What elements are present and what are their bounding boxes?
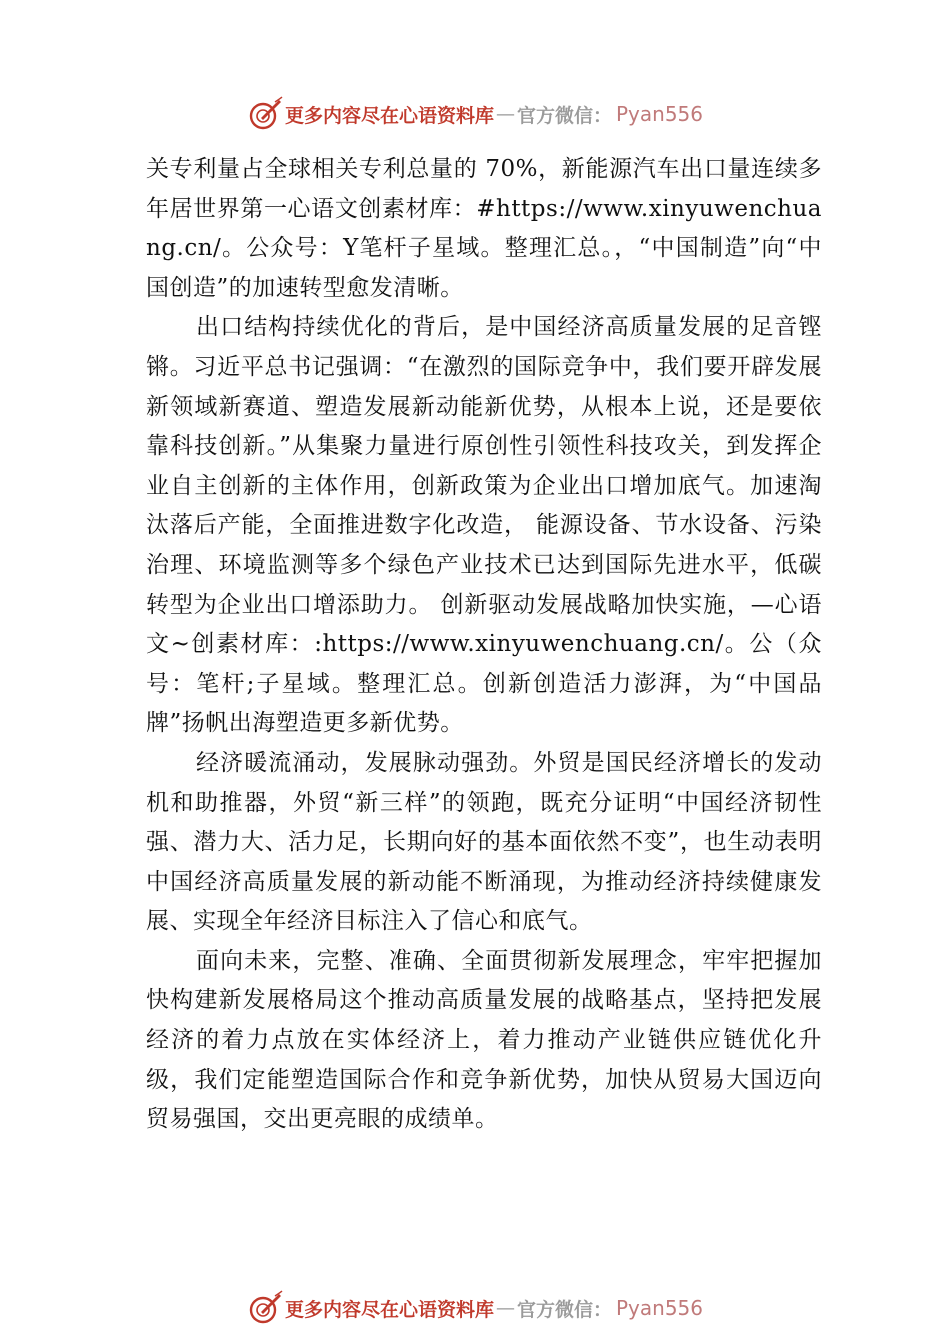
watermark-label: 官方微信： [516, 1298, 612, 1321]
watermark-label: 官方微信： [516, 104, 612, 127]
quill-logo-icon [247, 1290, 283, 1326]
paragraph-4: 面向未来，完整、准确、全面贯彻新发展理念，牢牢把握加快构建新发展格局这个推动高质量发展的战略基点，坚持把发展经济的着力点放在实体经济上，着力推动产业链供应链优化升级，我们定能塑造国际合作和竞争新优势，加快从贸易大国迈向贸易强国，交出更亮眼的成绩单。 [146, 947, 822, 1133]
paragraph-1: 关专利量占全球相关专利总量的 70%，新能源汽车出口量连续多年居世界第一心语文创素材库：#https://www.xinyuwenchuang.cn/。公众号：Y笔杆子星域。整理汇总。，“中国制造”向“中国创造”的加速转型愈发清晰。 [146, 156, 822, 301]
header-watermark [0, 94, 950, 134]
footer-watermark [0, 1288, 950, 1328]
watermark-brand: 更多内容尽在心语资料库 [284, 1298, 494, 1321]
document-body [146, 150, 822, 1140]
paragraph-3: 经济暖流涌动，发展脉动强劲。外贸是国民经济增长的发动机和助推器，外贸“新三样”的领跑，既充分证明“中国经济韧性强、潜力大、活力足，长期向好的基本面依然不变”，也生动表明中国经济高质量发展的新动能不断涌现，为推动经济持续健康发展、实现全年经济目标注入了信心和底气。 [146, 749, 822, 935]
watermark-dash: — [495, 1297, 515, 1319]
watermark-dash: — [495, 103, 515, 125]
watermark-wechat-id: Pyan556 [616, 102, 704, 126]
paragraph-2: 出口结构持续优化的背后，是中国经济高质量发展的足音铿锵。习近平总书记强调：“在激烈的国际竞争中，我们要开辟发展新领域新赛道、塑造发展新动能新优势，从根本上说，还是要依靠科技创新。”从集聚力量进行原创性引领性科技攻关，到发挥企业自主创新的主体作用，创新政策为企业出口增加底气。加速淘汰落后产能，全面推进数字化改造， 能源设备、节水设备、污染治理、环境监测等多个绿色产业技术已达到国际先进水平，低碳转型为企业出口增添助力。 创新驱动发展战略加快实施，—心语文~创素材库：:https://www.xinyuwenchuang.cn/。公（众号：笔杆;子星域。整理汇总。创新创造活力澎湃，为“中国品牌”扬帆出海塑造更多新优势。 [146, 314, 822, 737]
watermark-wechat-id: Pyan556 [616, 1296, 704, 1320]
watermark-brand: 更多内容尽在心语资料库 [284, 104, 494, 127]
quill-logo-icon [247, 96, 283, 132]
